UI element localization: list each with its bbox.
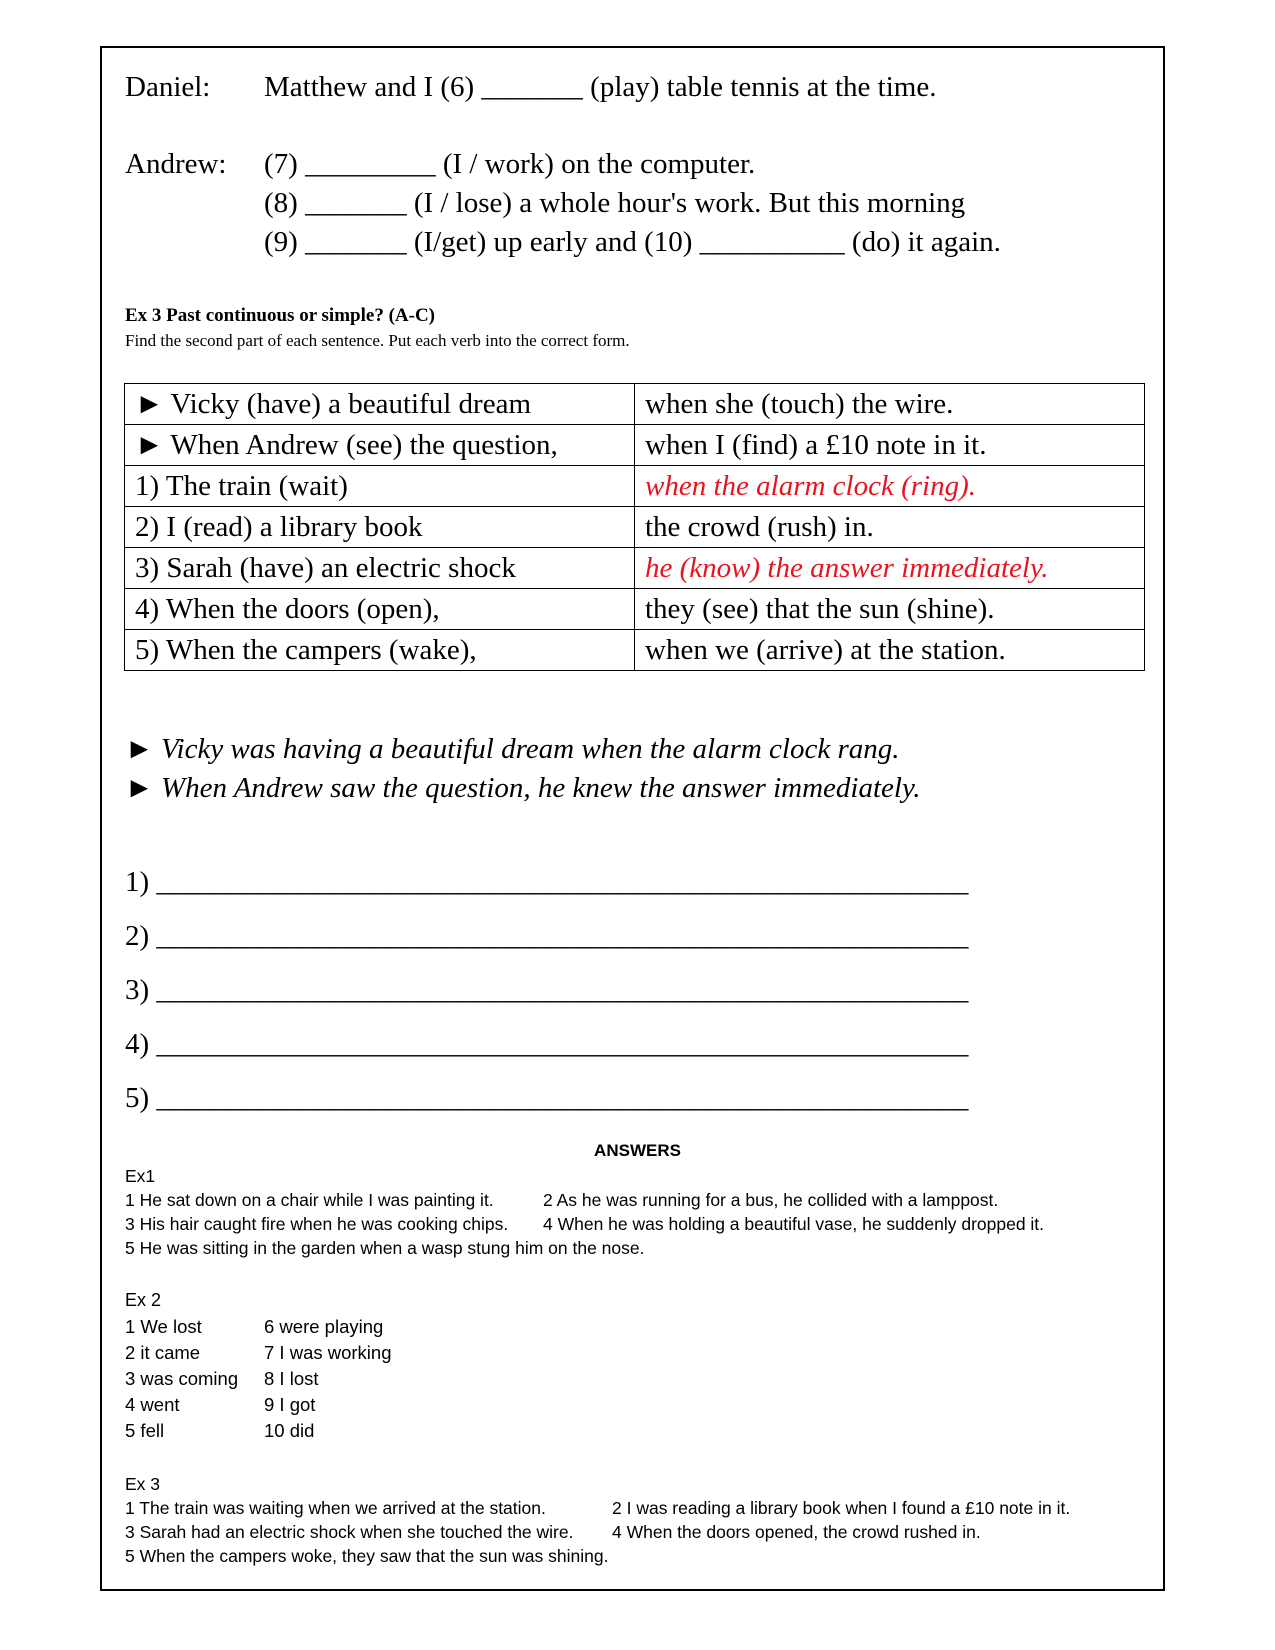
answers-ex2-column-2	[264, 1314, 392, 1444]
answer-blank-2: 2) ________________________________________________________	[125, 920, 969, 952]
answer-item: 1 He sat down on a chair while I was painting it.	[125, 1190, 494, 1210]
speaker-andrew: Andrew:	[125, 148, 227, 180]
table-cell-right: they (see) that the sun (shine).	[635, 589, 1145, 630]
answer-item: 1 We lost	[125, 1316, 202, 1337]
answer-item: 4 When he was holding a beautiful vase, he suddenly dropped it.	[543, 1214, 1045, 1234]
answer-item: 5 He was sitting in the garden when a wasp stung him on the nose.	[125, 1238, 645, 1258]
answer-item: 8 I lost	[264, 1368, 319, 1389]
table-cell-left: 5) When the campers (wake),	[125, 630, 635, 671]
matching-table	[124, 383, 1145, 671]
answer-blank-1: 1) ________________________________________________________	[125, 866, 969, 898]
answer-item: 3 Sarah had an electric shock when she touched the wire.	[125, 1522, 574, 1542]
answer-item: 4 When the doors opened, the crowd rushed in.	[612, 1522, 981, 1542]
speaker-daniel: Daniel:	[125, 71, 211, 103]
answer-item: 5 fell	[125, 1420, 165, 1441]
answer-item: 2 it came	[125, 1342, 201, 1363]
dialogue-line-6: Matthew and I (6) _______ (play) table tennis at the time.	[264, 71, 937, 103]
table-row	[125, 507, 1145, 548]
answer-blank-3: 3) ________________________________________________________	[125, 974, 969, 1006]
answer-item: 3 His hair caught fire when he was cooking chips.	[125, 1214, 509, 1234]
answers-ex1-label: Ex1	[125, 1166, 156, 1186]
dialogue-line-7: (7) _________ (I / work) on the computer.	[264, 148, 756, 180]
answers-heading: ANSWERS	[594, 1141, 681, 1160]
table-cell-right: when we (arrive) at the station.	[635, 630, 1145, 671]
answer-item: 6 were playing	[264, 1316, 384, 1337]
dialogue-line-9: (9) _______ (I/get) up early and (10) __________ (do) it again.	[264, 226, 1001, 258]
table-cell-left: 4) When the doors (open),	[125, 589, 635, 630]
answer-blank-5: 5) ________________________________________________________	[125, 1082, 969, 1114]
table-row	[125, 466, 1145, 507]
answers-ex2-column-1	[125, 1314, 238, 1444]
table-cell-left: 1) The train (wait)	[125, 466, 635, 507]
exercise-3-instruction: Find the second part of each sentence. Put each verb into the correct form.	[125, 331, 630, 350]
table-cell-left: ► When Andrew (see) the question,	[125, 425, 635, 466]
table-cell-left: 2) I (read) a library book	[125, 507, 635, 548]
answer-item: 2 I was reading a library book when I found a £10 note in it.	[612, 1498, 1071, 1518]
table-row	[125, 425, 1145, 466]
dialogue-line-8: (8) _______ (I / lose) a whole hour's work. But this morning	[264, 187, 966, 219]
table-row	[125, 548, 1145, 589]
exercise-3-title: Ex 3 Past continuous or simple? (A-C)	[125, 305, 435, 326]
answer-item: 10 did	[264, 1420, 315, 1441]
answers-ex2-label: Ex 2	[125, 1290, 162, 1310]
answer-item: 9 I got	[264, 1394, 316, 1415]
table-cell-right: when I (find) a £10 note in it.	[635, 425, 1145, 466]
table-cell-right: the crowd (rush) in.	[635, 507, 1145, 548]
table-cell-right: when she (touch) the wire.	[635, 384, 1145, 425]
table-row	[125, 384, 1145, 425]
example-sentence: ► When Andrew saw the question, he knew the answer immediately.	[125, 772, 921, 804]
page-border	[100, 46, 1165, 1591]
table-cell-right-used: when the alarm clock (ring).	[635, 466, 1145, 507]
answer-item: 2 As he was running for a bus, he collided with a lamppost.	[543, 1190, 999, 1210]
table-row	[125, 630, 1145, 671]
answer-item: 5 When the campers woke, they saw that the sun was shining.	[125, 1546, 609, 1566]
table-cell-left: 3) Sarah (have) an electric shock	[125, 548, 635, 589]
answer-item: 1 The train was waiting when we arrived at the station.	[125, 1498, 546, 1518]
answers-ex3-label: Ex 3	[125, 1474, 161, 1494]
table-cell-left: ► Vicky (have) a beautiful dream	[125, 384, 635, 425]
example-sentence: ► Vicky was having a beautiful dream when the alarm clock rang.	[125, 733, 900, 765]
answer-item: 7 I was working	[264, 1342, 392, 1363]
answer-blank-4: 4) ________________________________________________________	[125, 1028, 969, 1060]
answer-item: 4 went	[125, 1394, 180, 1415]
table-cell-right-used: he (know) the answer immediately.	[635, 548, 1145, 589]
answer-item: 3 was coming	[125, 1368, 239, 1389]
table-row	[125, 589, 1145, 630]
